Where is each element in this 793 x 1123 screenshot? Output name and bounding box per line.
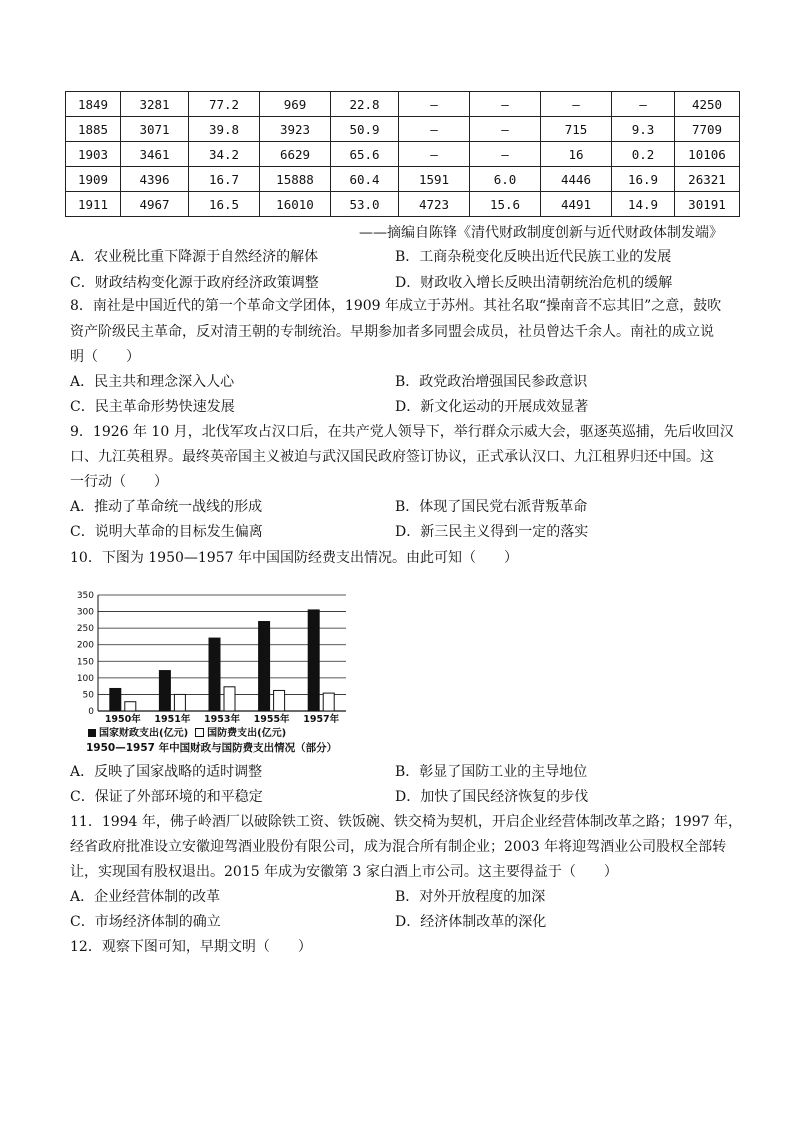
- table-cell: 1909: [66, 167, 121, 192]
- table-cell: 6.0: [470, 167, 541, 192]
- table-cell: —: [470, 117, 541, 142]
- table-cell: 53.0: [331, 192, 399, 217]
- x-tick-label: 1950年: [104, 714, 141, 723]
- table-cell: 1903: [66, 142, 121, 167]
- x-tick-label: 1951年: [154, 714, 191, 723]
- table-cell: 7709: [675, 117, 740, 142]
- q9-stem-line-2: 口、九江英租界。最终英帝国主义被迫与武汉国民政府签订协议，正式承认汉口、九江租界归还中国。这: [70, 449, 714, 465]
- q8-option-d[interactable]: D．新文化运动的开展成效显著: [395, 399, 589, 415]
- x-tick-label: 1957年: [303, 714, 340, 723]
- table-cell: 4446: [541, 167, 612, 192]
- table-cell: 14.9: [612, 192, 675, 217]
- table-source: ——摘编自陈锋《清代财政制度创新与近代财政体制发端》: [359, 225, 723, 241]
- bar-defense-expenditure: [125, 702, 136, 711]
- table-cell: 15.6: [470, 192, 541, 217]
- bar-defense-expenditure: [224, 687, 235, 711]
- table-cell: 26321: [675, 167, 740, 192]
- table-cell: 3281: [121, 92, 189, 117]
- finance-table: [65, 91, 740, 217]
- y-tick-label: 250: [76, 624, 94, 635]
- y-tick-label: 200: [76, 640, 94, 651]
- q9-option-d[interactable]: D．新三民主义得到一定的落实: [395, 524, 589, 540]
- q10-option-c[interactable]: C．保证了外部环境的和平稳定: [70, 789, 263, 805]
- table-cell: 16.7: [189, 167, 260, 192]
- q9-option-a[interactable]: A．推动了革命统一战线的形成: [70, 499, 263, 515]
- table-cell: 6629: [260, 142, 331, 167]
- table-cell: 0.2: [612, 142, 675, 167]
- legend-label-fiscal: 国家财政支出(亿元): [99, 728, 189, 739]
- chart-title: 1950—1957 年中国财政与国防费支出情况（部分）: [86, 742, 338, 754]
- table-cell: 16.5: [189, 192, 260, 217]
- table-row: [66, 92, 740, 117]
- table-cell: 22.8: [331, 92, 399, 117]
- table-cell: 16.9: [612, 167, 675, 192]
- x-tick-label: 1953年: [204, 714, 240, 723]
- q9-stem-line-3: 一行动（ ）: [70, 474, 168, 490]
- table-cell: 34.2: [189, 142, 260, 167]
- table-cell: 60.4: [331, 167, 399, 192]
- table-cell: 969: [260, 92, 331, 117]
- y-tick-label: 100: [76, 673, 94, 684]
- table-row: [66, 142, 740, 167]
- q7-option-a[interactable]: A．农业税比重下降源于自然经济的解体: [70, 249, 319, 265]
- table-cell: 15888: [260, 167, 331, 192]
- q8-stem-line-3: 明（ ）: [70, 349, 140, 365]
- bar-fiscal-expenditure: [308, 610, 319, 711]
- q9-option-c[interactable]: C．说明大革命的目标发生偏离: [70, 524, 263, 540]
- q11-option-d[interactable]: D．经济体制改革的深化: [395, 914, 547, 930]
- table-cell: 50.9: [331, 117, 399, 142]
- table-cell: 1591: [399, 167, 470, 192]
- table-cell: 4491: [541, 192, 612, 217]
- bar-fiscal-expenditure: [209, 638, 220, 711]
- q11-stem-line-3: 让，实现国有股权退出。2015 年成为安徽第 3 家白酒上市公司。这主要得益于（ ）: [70, 864, 618, 880]
- legend-label-defense: 国防费支出(亿元): [207, 728, 287, 739]
- table-cell: 1885: [66, 117, 121, 142]
- table-cell: 77.2: [189, 92, 260, 117]
- table-cell: 16010: [260, 192, 331, 217]
- q12-stem: 12．观察下图可知，早期文明（ ）: [70, 939, 312, 955]
- table-row: [66, 192, 740, 217]
- legend-swatch-fiscal: [88, 729, 96, 737]
- legend-swatch-defense: [195, 728, 204, 737]
- table-cell: —: [541, 92, 612, 117]
- q11-option-c[interactable]: C．市场经济体制的确立: [70, 914, 221, 930]
- table-cell: 16: [541, 142, 612, 167]
- bar-defense-expenditure: [174, 694, 185, 711]
- q10-stem: 10．下图为 1950—1957 年中国国防经费支出情况。由此可知（ ）: [70, 550, 518, 566]
- bar-defense-expenditure: [274, 690, 285, 711]
- chart-legend: [88, 724, 286, 739]
- q8-stem-line-1: 8．南社是中国近代的第一个革命文学团体，1909 年成立于苏州。其社名取“操南音不忘其旧”之意，鼓吹: [70, 298, 722, 314]
- table-cell: —: [470, 92, 541, 117]
- q9-option-b[interactable]: B．体现了国民党右派背叛革命: [395, 499, 588, 515]
- table-cell: 4967: [121, 192, 189, 217]
- bar-defense-expenditure: [323, 693, 334, 711]
- table-row: [66, 167, 740, 192]
- chart-svg: [68, 573, 368, 723]
- table-cell: 30191: [675, 192, 740, 217]
- bar-fiscal-expenditure: [259, 622, 270, 711]
- q11-option-b[interactable]: B．对外开放程度的加深: [395, 889, 546, 905]
- q11-stem-line-2: 经省政府批准设立安徽迎驾酒业股份有限公司，成为混合所有制企业；2003 年将迎驾酒业公司股权全部转: [70, 839, 727, 855]
- table-cell: 65.6: [331, 142, 399, 167]
- y-tick-label: 0: [88, 707, 94, 717]
- q7-option-c[interactable]: C．财政结构变化源于政府经济政策调整: [70, 275, 319, 291]
- y-tick-label: 350: [76, 591, 94, 601]
- table-cell: 3923: [260, 117, 331, 142]
- q7-option-d[interactable]: D．财政收入增长反映出清朝统治危机的缓解: [395, 275, 673, 291]
- table-cell: 3461: [121, 142, 189, 167]
- table-row: [66, 117, 740, 142]
- table-cell: —: [399, 117, 470, 142]
- table-cell: —: [470, 142, 541, 167]
- table-cell: 9.3: [612, 117, 675, 142]
- table-cell: 4396: [121, 167, 189, 192]
- q8-option-b[interactable]: B．政党政治增强国民参政意识: [395, 374, 588, 390]
- q8-option-c[interactable]: C．民主革命形势快速发展: [70, 399, 235, 415]
- table-cell: —: [399, 92, 470, 117]
- y-tick-label: 300: [76, 607, 94, 618]
- q11-option-a[interactable]: A．企业经营体制的改革: [70, 889, 221, 905]
- table-cell: —: [399, 142, 470, 167]
- q11-stem-line-1: 11．1994 年，佛子岭酒厂以破除铁工资、铁饭碗、铁交椅为契机，开启企业经营体制改革之路；1997 年，: [70, 814, 742, 830]
- y-tick-label: 150: [76, 657, 94, 668]
- q10-option-d[interactable]: D．加快了国民经济恢复的步伐: [395, 789, 589, 805]
- q8-stem-line-2: 资产阶级民主革命，反对清王朝的专制统治。早期参加者多同盟会成员，社员曾达千余人。南社的成立说: [70, 324, 714, 340]
- table-cell: 3071: [121, 117, 189, 142]
- table-cell: 4723: [399, 192, 470, 217]
- bar-fiscal-expenditure: [110, 688, 121, 711]
- x-tick-label: 1955年: [253, 714, 290, 723]
- q10-option-b[interactable]: B．彰显了国防工业的主导地位: [395, 764, 588, 780]
- q8-option-a[interactable]: A．民主共和理念深入人心: [70, 374, 235, 390]
- q10-option-a[interactable]: A．反映了国家战略的适时调整: [70, 764, 263, 780]
- q9-stem-line-1: 9．1926 年 10 月，北伐军攻占汉口后，在共产党人领导下，举行群众示威大会，驱逐英巡捕，先后收回汉: [70, 424, 734, 440]
- table-cell: 4250: [675, 92, 740, 117]
- table-cell: —: [612, 92, 675, 117]
- table-cell: 10106: [675, 142, 740, 167]
- table-cell: 39.8: [189, 117, 260, 142]
- table-cell: 1911: [66, 192, 121, 217]
- q7-option-b[interactable]: B．工商杂税变化反映出近代民族工业的发展: [395, 249, 672, 265]
- y-tick-label: 50: [82, 690, 94, 701]
- bar-fiscal-expenditure: [159, 671, 170, 711]
- table-cell: 715: [541, 117, 612, 142]
- table-cell: 1849: [66, 92, 121, 117]
